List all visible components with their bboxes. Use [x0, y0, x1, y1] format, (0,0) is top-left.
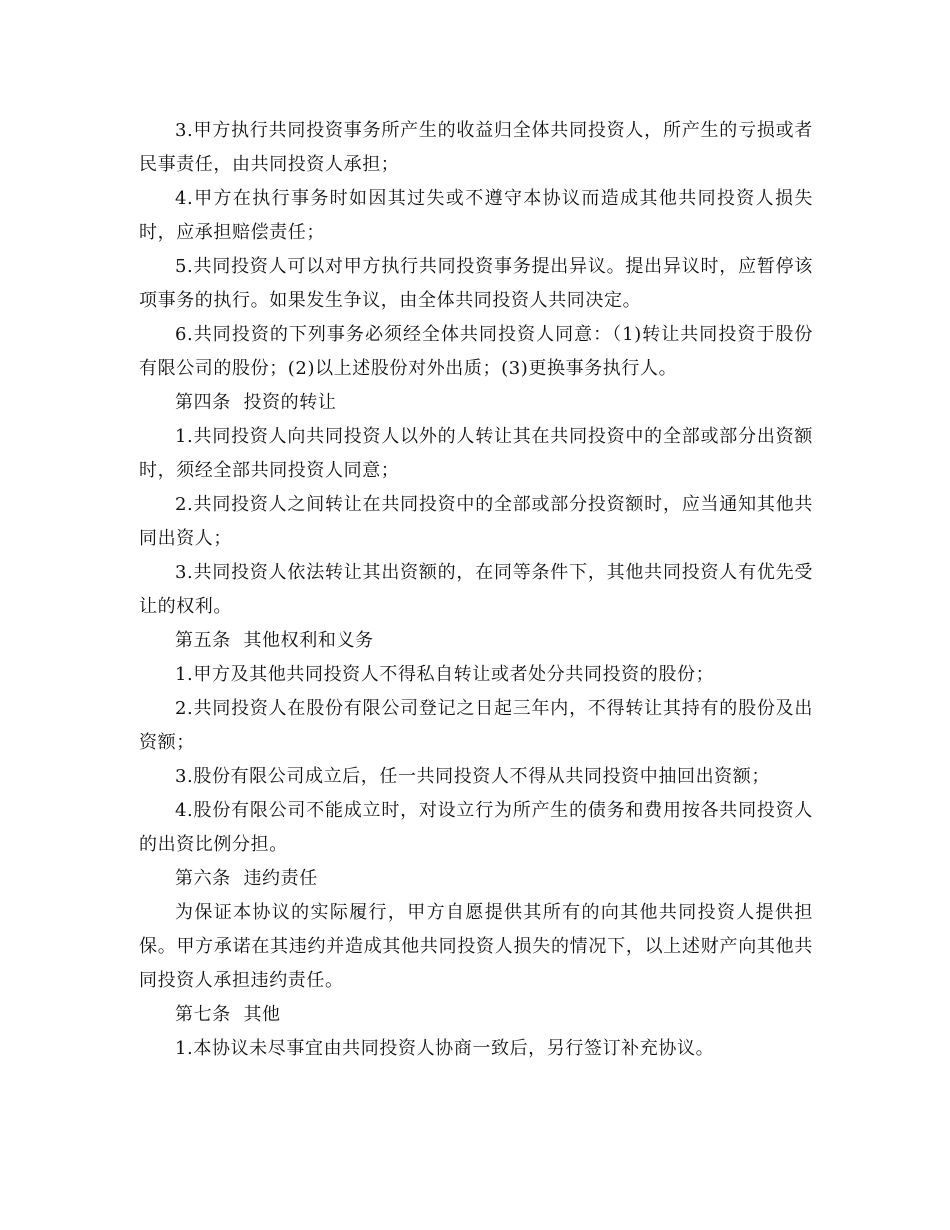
- clause-4-2: 2.共同投资人之间转让在共同投资中的全部或部分投资额时，应当通知其他共同出资人；: [139, 494, 813, 549]
- clause-3-4: 4.甲方在执行事务时如因其过失或不遵守本协议而造成其他共同投资人损失时，应承担赔偿责任；: [139, 188, 813, 243]
- clause-5-4: 4.股份有限公司不能成立时，对设立行为所产生的债务和费用按各共同投资人的出资比例分担。: [139, 800, 813, 855]
- document-page: [139, 114, 813, 1066]
- article-5-heading: 第五条 其他权利和义务: [175, 630, 374, 651]
- clause-4-3: 3.共同投资人依法转让其出资额的，在同等条件下，其他共同投资人有优先受让的权利。: [139, 562, 813, 617]
- clause-6-body: 为保证本协议的实际履行，甲方自愿提供其所有的向其他共同投资人提供担保。甲方承诺在其违约并造成其他共同投资人损失的情况下，以上述财产向其他共同投资人承担违约责任。: [139, 902, 813, 991]
- clause-5-1: 1.甲方及其他共同投资人不得私自转让或者处分共同投资的股份；: [175, 664, 715, 685]
- article-7-heading: 第七条 其他: [175, 1004, 281, 1025]
- clause-3-3: 3.甲方执行共同投资事务所产生的收益归全体共同投资人，所产生的亏损或者民事责任，由共同投资人承担；: [139, 120, 813, 175]
- clause-3-5: 5.共同投资人可以对甲方执行共同投资事务提出异议。提出异议时，应暂停该项事务的执行。如果发生争议，由全体共同投资人共同决定。: [139, 256, 813, 311]
- article-4-heading: 第四条 投资的转让: [175, 392, 337, 413]
- clause-5-3: 3.股份有限公司成立后，任一共同投资人不得从共同投资中抽回出资额；: [175, 766, 770, 787]
- clause-3-6: 6.共同投资的下列事务必须经全体共同投资人同意：（1)转让共同投资于股份有限公司的股份；(2)以上述股份对外出质；(3)更换事务执行人。: [139, 324, 813, 379]
- clause-4-1: 1.共同投资人向共同投资人以外的人转让其在共同投资中的全部或部分出资额时，须经全部共同投资人同意；: [139, 426, 813, 481]
- clause-7-1: 1.本协议未尽事宜由共同投资人协商一致后，另行签订补充协议。: [175, 1038, 715, 1059]
- clause-5-2: 2.共同投资人在股份有限公司登记之日起三年内，不得转让其持有的股份及出资额；: [139, 698, 813, 753]
- article-6-heading: 第六条 违约责任: [175, 868, 318, 889]
